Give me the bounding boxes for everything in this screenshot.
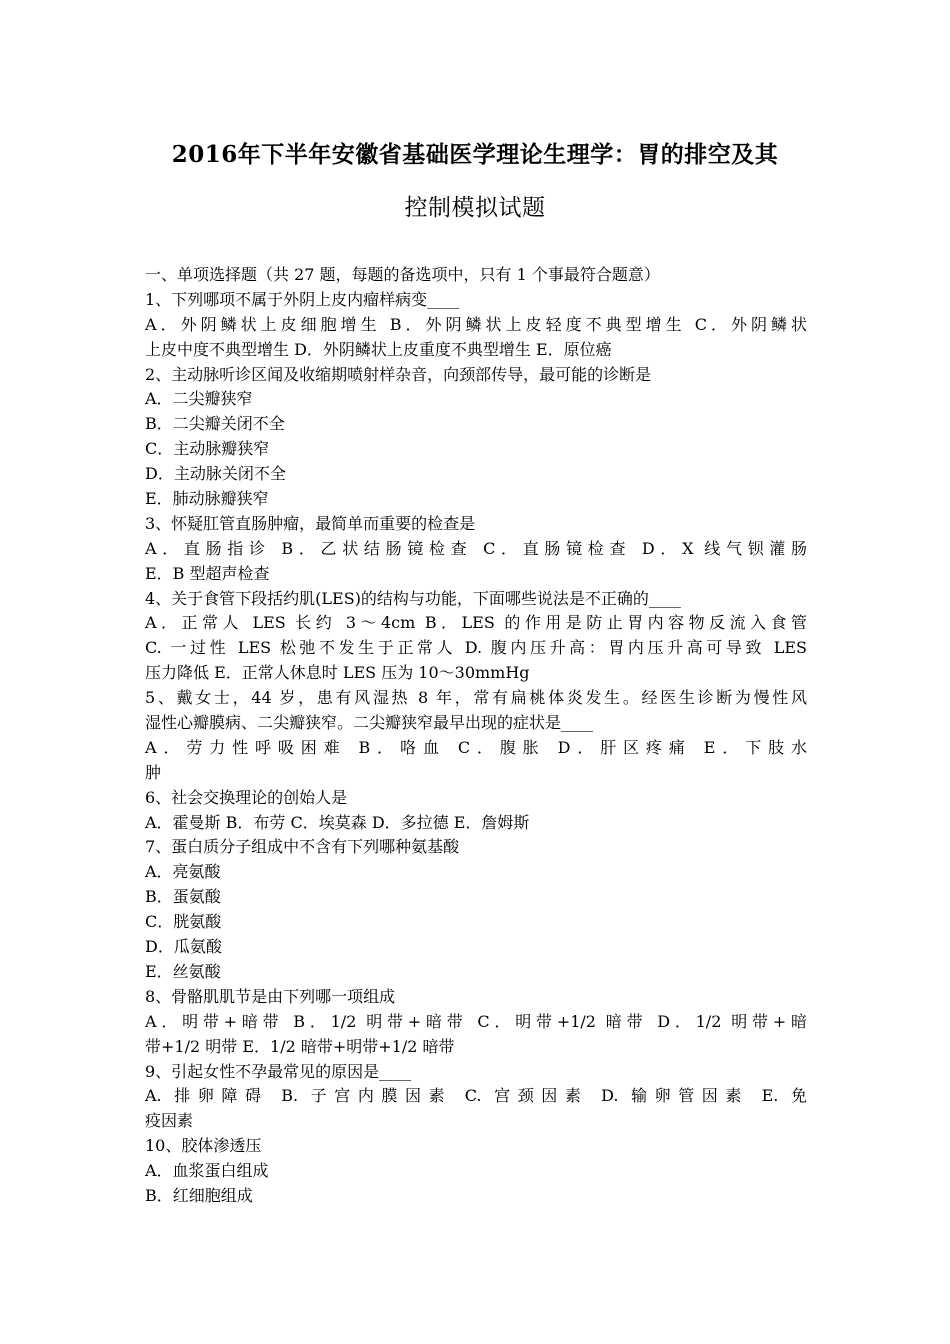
text-line: 9、引起女性不孕最常见的原因是____ [145,1061,412,1081]
text-line: A．劳力性呼吸困难 B．咯血 C．腹胀 D．肝区疼痛 E．下肢水 [145,737,807,757]
text-line: 4、关于食管下段括约肌(LES)的结构与功能，下面哪些说法是不正确的____ [145,588,681,608]
text-line: 压力降低 E．正常人休息时 LES 压为 10～30mmHg [145,663,530,683]
text-line: D．主动脉关闭不全 [145,464,286,484]
text-line: A．二尖瓣狭窄 [145,389,253,409]
text-line: 1、下列哪项不属于外阴上皮内瘤样病变____ [145,289,460,309]
text-line: A．霍曼斯 B．布劳 C．埃莫森 D．多拉德 E．詹姆斯 [145,812,530,832]
text-line: E．丝氨酸 [145,961,221,981]
document-title-line2: 控制模拟试题 [404,195,546,221]
text-line: 8、骨骼肌肌节是由下列哪一项组成 [145,986,396,1006]
text-line: B．红细胞组成 [145,1185,253,1205]
text-line: 2、主动脉听诊区闻及收缩期喷射样杂音，向颈部传导，最可能的诊断是 [145,364,652,384]
text-line: 10、胶体渗透压 [145,1136,262,1156]
text-line: 6、社会交换理论的创始人是 [145,787,348,807]
text-line: B．二尖瓣关闭不全 [145,414,285,434]
text-line: A．明带+暗带 B．1/2 明带+暗带 C．明带+1/2 暗带 D．1/2 明带+暗 [145,1011,807,1031]
text-line: D．瓜氨酸 [145,937,222,957]
text-line: A．亮氨酸 [145,862,221,882]
text-line: A．血浆蛋白组成 [145,1161,269,1181]
text-line: A．外阴鳞状上皮细胞增生 B．外阴鳞状上皮轻度不典型增生 C．外阴鳞状 [145,314,807,334]
text-line: C. 一过性 LES 松弛不发生于正常人 D. 腹内压升高：胃内压升高可导致 LES [145,638,807,658]
text-line: 肿 [145,762,162,782]
text-line: 湿性心瓣膜病、二尖瓣狭窄。二尖瓣狭窄最早出现的症状是____ [145,713,594,733]
text-line: A．直肠指诊 B．乙状结肠镜检查 C．直肠镜检查 D．X 线气钡灌肠 [145,538,807,558]
text-line: C．胱氨酸 [145,912,222,932]
text-line: B．蛋氨酸 [145,887,221,907]
text-line: 疫因素 [145,1111,194,1131]
text-line: 3、怀疑肛管直肠肿瘤，最简单而重要的检查是 [145,513,476,533]
text-line: 7、蛋白质分子组成中不含有下列哪种氨基酸 [145,837,460,857]
text-line: 5、戴女士，44 岁，患有风湿热 8 年，常有扁桃体炎发生。经医生诊断为慢性风 [145,688,807,708]
text-line: E．B 型超声检查 [145,563,270,583]
text-line: 带+1/2 明带 E．1/2 暗带+明带+1/2 暗带 [145,1036,455,1056]
text-line: A．正常人 LES 长约 3～4cm B．LES 的作用是防止胃内容物反流入食管 [145,613,807,633]
text-line: C．主动脉瓣狭窄 [145,439,270,459]
document-title-line1: 2016年下半年安徽省基础医学理论生理学：胃的排空及其 [171,141,779,168]
text-line: A. 排卵障碍 B. 子宫内膜因素 C. 宫颈因素 D. 输卵管因素 E. 免 [145,1086,807,1106]
text-line: 一、单项选择题（共 27 题，每题的备选项中，只有 1 个事最符合题意） [145,265,660,284]
document-body [145,263,807,1209]
text-line: E．肺动脉瓣狭窄 [145,489,269,509]
text-line: 上皮中度不典型增生 D．外阴鳞状上皮重度不典型增生 E．原位癌 [145,339,612,359]
